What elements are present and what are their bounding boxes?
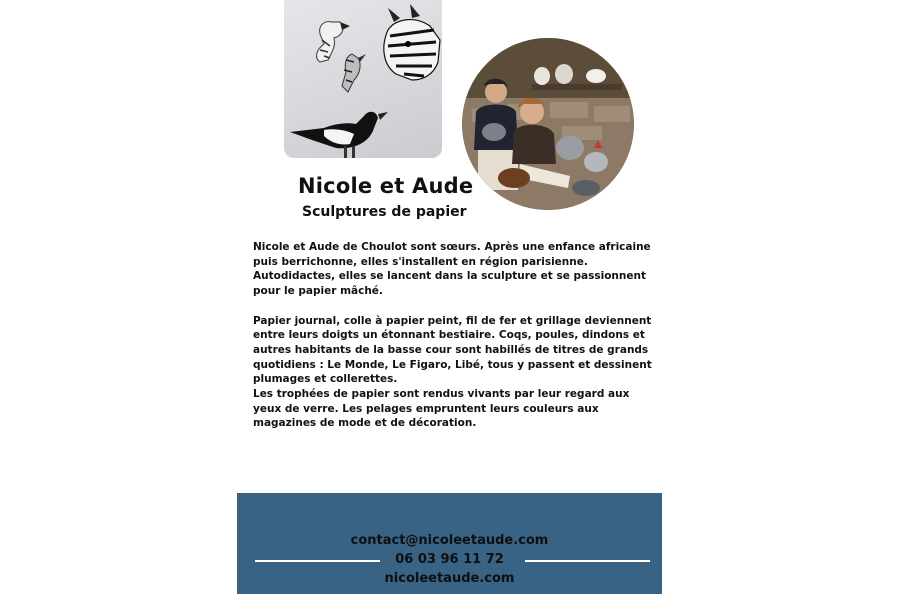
bio-paragraph: Nicole et Aude de Choulot sont sœurs. Après une enfance africaine puis berrichonne, elles s'installent en région parisienne. <box>253 241 651 268</box>
contact-phone[interactable]: 06 03 96 11 72 <box>395 552 504 567</box>
contact-banner <box>237 493 662 594</box>
contact-email-link[interactable]: contact@nicoleetaude.com <box>350 533 549 548</box>
website-link[interactable]: nicoleetaude.com <box>384 571 515 586</box>
paragraph-spacer <box>253 299 653 314</box>
bio-paragraph: Les trophées de papier sont rendus vivants par leur regard aux yeux de verre. Les pelages empruntent leurs couleurs aux magazines de mode et de décoration. <box>253 388 630 430</box>
bio-paragraph: Autodidactes, elles se lancent dans la sculpture et se passionnent pour le papier mâché. <box>253 270 646 298</box>
page-title: Nicole et Aude <box>298 174 474 198</box>
bio-text <box>253 240 653 431</box>
bio-paragraph: Papier journal, colle à papier peint, fil de fer et grillage deviennent entre leurs doigts un étonnant bestiaire. Coqs, poules, dindons et autres habitants de la basse cour sont habillés de titres de grands quotidiens : Le Monde, Le Figaro, Libé, tous y passent et dessinent plumages et collerettes. <box>253 314 652 386</box>
paper-trophies-photo-icon <box>284 0 442 158</box>
page-subtitle: Sculptures de papier <box>302 204 467 220</box>
